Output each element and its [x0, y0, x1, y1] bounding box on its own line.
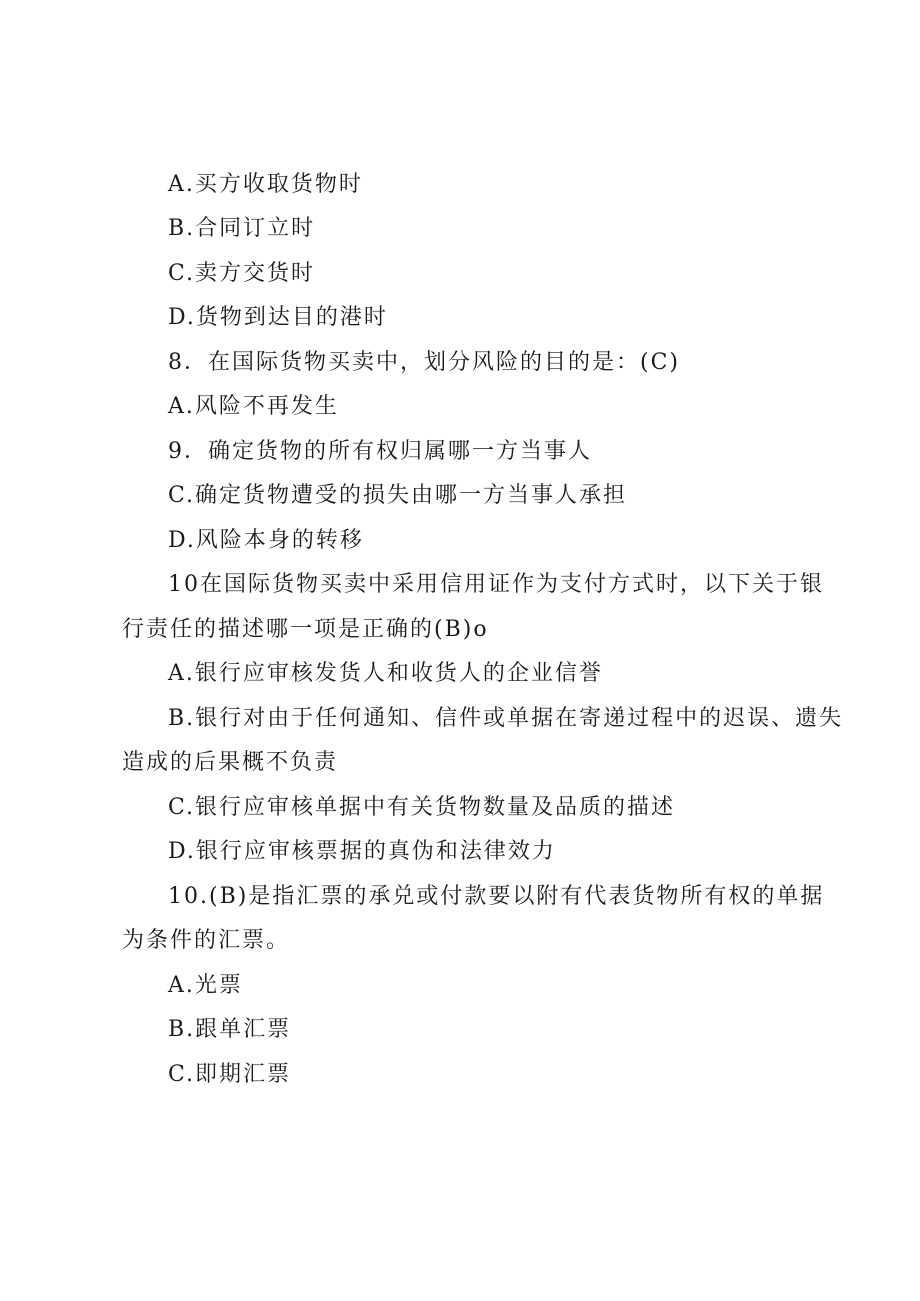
option-c-line: C.确定货物遭受的损失由哪一方当事人承担: [168, 483, 628, 508]
question-8: 8．在国际货物买卖中，划分风险的目的是：(C): [168, 350, 680, 375]
option-b-line: B.合同订立时: [168, 216, 316, 241]
question-10-line-1: 10在国际货物买卖中采用信用证作为支付方式时，以下关于银: [168, 572, 824, 597]
option-c-line: C.银行应审核单据中有关货物数量及品质的描述: [168, 795, 676, 820]
option-b-line-2: 造成的后果概不负责: [122, 750, 339, 775]
option-a-line: A.光票: [168, 973, 243, 998]
option-a-line: A.银行应审核发货人和收货人的企业信誉: [168, 661, 603, 686]
option-a-line: A.买方收取货物时: [168, 172, 363, 197]
option-d-line: D.货物到达目的港时: [168, 305, 388, 330]
option-b-line: B.跟单汇票: [168, 1017, 292, 1042]
question-9: 9．确定货物的所有权归属哪一方当事人: [168, 439, 592, 464]
question-10b-line-2: 为条件的汇票。: [122, 928, 291, 953]
question-10b-line-1: 10.(B)是指汇票的承兑或付款要以附有代表货物所有权的单据: [168, 884, 825, 909]
option-a-line: A.风险不再发生: [168, 394, 339, 419]
option-c-line: C.卖方交货时: [168, 261, 316, 286]
option-d-line: D.风险本身的转移: [168, 528, 364, 553]
option-b-line-1: B.银行对由于任何通知、信件或单据在寄递过程中的迟误、遗失: [168, 706, 844, 731]
option-c-line: C.即期汇票: [168, 1062, 292, 1087]
option-d-line: D.银行应审核票据的真伪和法律效力: [168, 839, 556, 864]
question-10-line-2: 行责任的描述哪一项是正确的(B)o: [122, 617, 489, 642]
